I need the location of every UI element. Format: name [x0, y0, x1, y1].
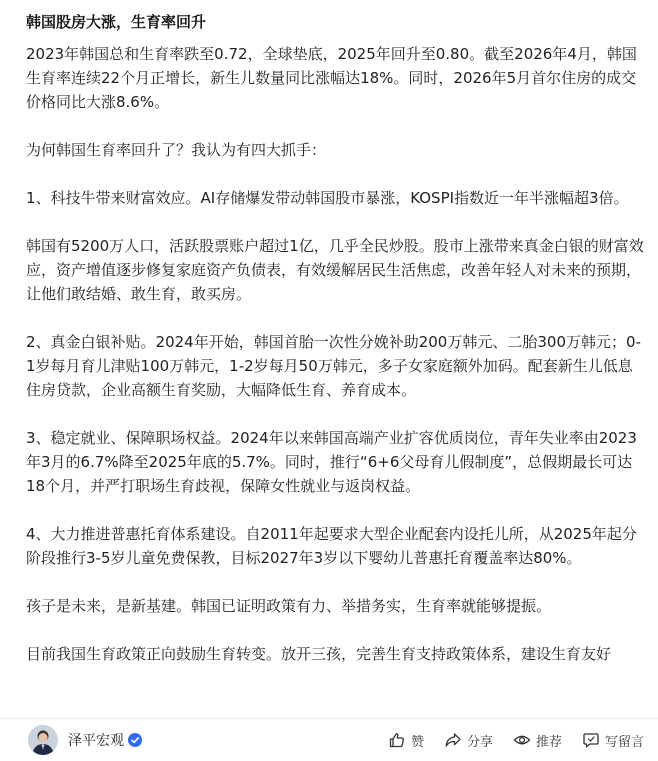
like-button[interactable] — [388, 731, 424, 750]
article-paragraph: 孩子是未来，是新基建。韩国已证明政策有力、举措务实，生育率就能够提振。 — [26, 597, 552, 615]
content-fade — [0, 700, 658, 718]
share-label: 分享 — [466, 734, 493, 750]
article-paragraph: 2、真金白银补贴。2024年开始，韩国首胎一次性分娩补助200万韩元、二胎300万韩元；0-1岁每月育儿津贴100万韩元，1-2岁每月50万韩元，多子女家庭额外加码。配套新生儿低息住房贷款，企业高额生育奖励，大幅降低生育、养育成本。 — [26, 333, 641, 399]
avatar-portrait-icon — [28, 725, 58, 755]
share-arrow-icon — [444, 731, 462, 749]
article-paragraph: 4、大力推进普惠托育体系建设。自2011年起要求大型企业配套内设托儿所，从2025年起分阶段推行3-5岁儿童免费保教，目标2027年3岁以下婴幼儿普惠托育覆盖率达80%。 — [26, 525, 637, 567]
recommend-label: 推荐 — [535, 734, 562, 750]
article-paragraph: 3、稳定就业、保障职场权益。2024年以来韩国高端产业扩容优质岗位，青年失业率由2023年3月的6.7%降至2025年底的5.7%。同时，推行“6+6父母育儿假制度”，总假期最长可达18个月，并严打职场生育歧视，保障女性就业与返岗权益。 — [26, 429, 637, 495]
verified-badge-icon — [128, 733, 142, 747]
comment-button[interactable] — [582, 731, 644, 750]
author-name: 泽平宏观 — [68, 733, 124, 749]
article-paragraph: 1、科技牛带来财富效应。AI存储爆发带动韩国股市暴涨，KOSPI指数近一年半涨幅超3倍。 — [26, 189, 629, 207]
article-paragraph: 韩国有5200万人口，活跃股票账户超过1亿，几乎全民炒股。股市上涨带来真金白银的财富效应，资产增值逐步修复家庭资产负债表，有效缓解居民生活焦虑，改善年轻人对未来的预期，让他们敢结婚、敢生育，敢买房。 — [26, 237, 644, 303]
article-paragraph: 为何韩国生育率回升了？我认为有四大抓手： — [26, 141, 327, 159]
bottom-action-bar — [0, 718, 658, 761]
thumbs-up-icon — [388, 731, 406, 749]
recommend-button[interactable] — [513, 731, 562, 750]
author-profile[interactable] — [28, 725, 142, 755]
recommend-eye-icon — [513, 731, 531, 749]
comment-bubble-icon — [582, 731, 600, 749]
article-paragraph: 2023年韩国总和生育率跌至0.72，全球垫底，2025年回升至0.80。截至2026年4月，韩国生育率连续22个月正增长，新生儿数量同比涨幅达18%。同时，2026年5月首尔住房的成交价格同比大涨8.6%。 — [26, 45, 637, 111]
avatar — [28, 725, 58, 755]
action-group — [368, 731, 644, 750]
article — [26, 8, 646, 666]
article-title: 韩国股房大涨，生育率回升 — [26, 13, 207, 31]
share-button[interactable] — [444, 731, 493, 750]
comment-label: 写留言 — [604, 734, 644, 750]
article-paragraph: 目前我国生育政策正向鼓励生育转变。放开三孩，完善生育支持政策体系，建设生育友好 — [26, 645, 612, 663]
like-label: 赞 — [410, 734, 424, 750]
